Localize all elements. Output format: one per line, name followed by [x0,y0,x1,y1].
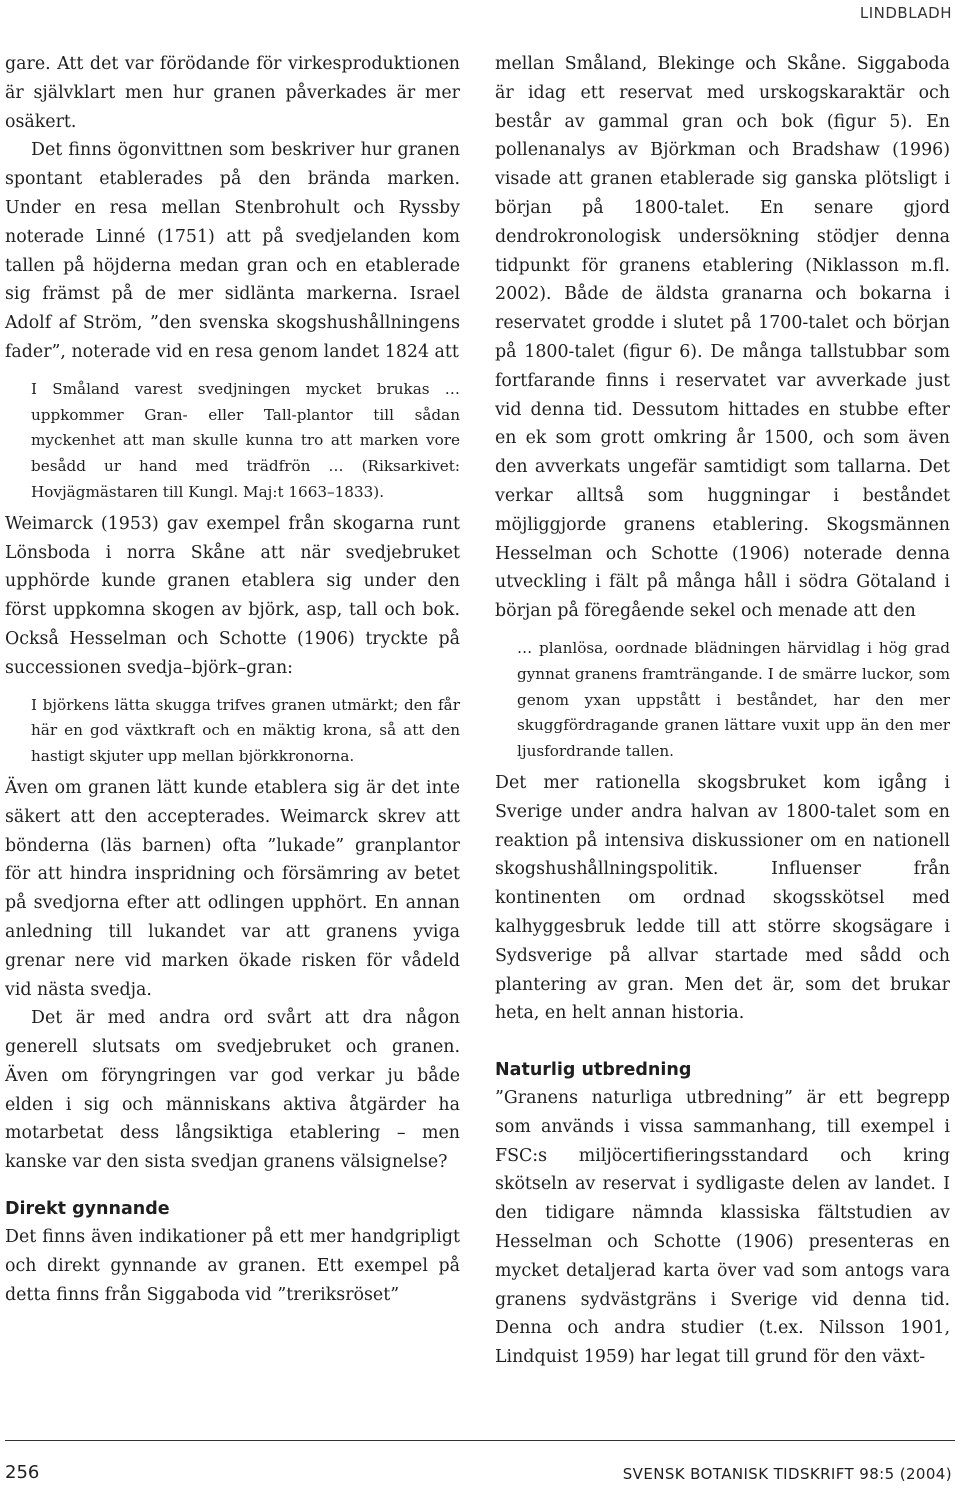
block-quote: I Småland varest svedjningen mycket brukas … uppkommer Gran- eller Tall-plantor till sådan myckenhet att man skulle kunna tro att marken vore besådd ur hand med trädfrön … (Riksarkivet: Hovjägmästaren till Kungl. Maj:t 1663–1833). [31,379,460,501]
paragraph: Det finns ögonvittnen som beskriver hur granen spontant etablerades på den brända marken. Under en resa mellan Stenbrohult och Ryssby noterade Linné (1751) att på svedjelanden kom tallen på höjderna medan gran och en etablerade sig främst på de mer sidlänta markerna. Israel Adolf af Ström, ”den svenska skogshushållningens fader”, noterade vid en resa genom landet 1824 att [5,140,460,362]
footer-divider [5,1440,955,1441]
section-heading: Direkt gynnande [5,1199,170,1220]
paragraph: Det finns även indikationer på ett mer handgripligt och direkt gynnande av granen. Ett exempel på detta finns från Siggaboda vid ”treriksröset” [5,1227,460,1305]
paragraph: Det mer rationella skogsbruket kom igång i Sverige under andra halvan av 1800-talet som en reaktion på intensiva diskussioner om en nationell skogshushållningspolitik. Influenser från kontinenten om ordnad skogsskötsel med kalhyggesbruk ledde till att större skogsägare i Sydsverige på allvar startade med sådd och plantering av gran. Men det är, som det brukar heta, en helt annan historia. [495,772,950,1024]
section-heading: Naturlig utbredning [495,1060,692,1081]
journal-title: SVENSK BOTANISK TIDSKRIFT 98:5 (2004) [622,1465,952,1483]
paragraph: Det är med andra ord svårt att dra någon generell slutsats om svedjebruket och granen. Även om föryngringen var god verkar ju både elden i sig och människans aktiva åtgärder ha motarbetat dess långsiktiga etablering – men kanske var den sista svedjan granens välsignelse? [5,1008,460,1173]
paragraph: Även om granen lätt kunde etablera sig är det inte säkert att den accepterades. Weimarck skrev att bönderna (läs barnen) ofta ”lukade” granplantor för att hindra inspridning och försämring av betet på svedjorna efter att odlingen upphört. En annan anledning till lukandet var att granens yviga grenar nere vid marken ökade risken för vådeld vid nästa svedja. [5,777,460,1000]
running-head: LINDBLADH [859,4,952,22]
paragraph: mellan Småland, Blekinge och Skåne. Siggaboda är idag ett reservat med urskogskaraktär och består av gammal gran och bok (figur 5). En pollenanalys av Björkman och Bradshaw (1996) visade att granen etablerade sig ganska plötsligt i början på 1800-talet. En senare gjord dendrokronologisk undersökning stödjer denna tidpunkt för granens etablering (Niklasson m.fl. 2002). Både de äldsta granarna och bokarna i reservatet grodde i slutet på 1700-talet och början på 1800-talet (figur 6). De många tallstubbar som fortfarande finns i reservatet var avverkade just vid denna tid. Dessutom hittades en stubbe efter en ek som grott omkring år 1500, och som även den avverkats ungefär samtidigt som tallarna. Det verkar alltså som huggningar i beståndet möjliggjorde granens etablering. Skogsmännen Hesselman och Schotte (1906) noterade denna utveckling i fält på många håll i södra Götaland i början på föregående sekel och menade att den [495,54,950,622]
block-quote: … planlösa, oordnade blädningen härvidlag i hög grad gynnat granens framträngande. I de smärre luckor, som genom yxan uppstått i beståndet, har den mer skuggfördragande granen lättare vuxit upp än den mer ljusfordrande tallen. [517,638,950,761]
paragraph: Weimarck (1953) gav exempel från skogarna runt Lönsboda i norra Skåne att när svedjebruket upphörde kunde granen etablera sig under den först uppkomna skogen av björk, asp, tall och bok. Också Hesselman och Schotte (1906) tryckte på successionen svedja–björk–gran: [5,513,460,678]
paragraph: gare. Att det var förödande för virkesproduktionen är självklart men hur granen påverkades är mer osäkert. [5,54,460,132]
right-column [495,50,950,1372]
paragraph: ”Granens naturliga utbredning” är ett begrepp som används i vissa sammanhang, till exempel i FSC:s miljöcertifieringsstandard och kring skötseln av reservat i sydligaste delen av landet. I den tidigare nämnda klassiska fältstudien av Hesselman och Schotte (1906) presenteras en mycket detaljerad karta över vad som antogs vara granens sydvästgräns i Sverige vid denna tid. Denna och andra studier (t.ex. Nilsson 1901, Lindquist 1959) har legat till grund för den växt- [495,1088,950,1368]
page-number: 256 [5,1462,40,1483]
left-column [5,50,460,1309]
block-quote: I björkens lätta skugga trifves granen utmärkt; den får här en god växtkraft och en mäktig krona, så att den hastigt skjuter upp mellan björkkronorna. [31,695,460,766]
